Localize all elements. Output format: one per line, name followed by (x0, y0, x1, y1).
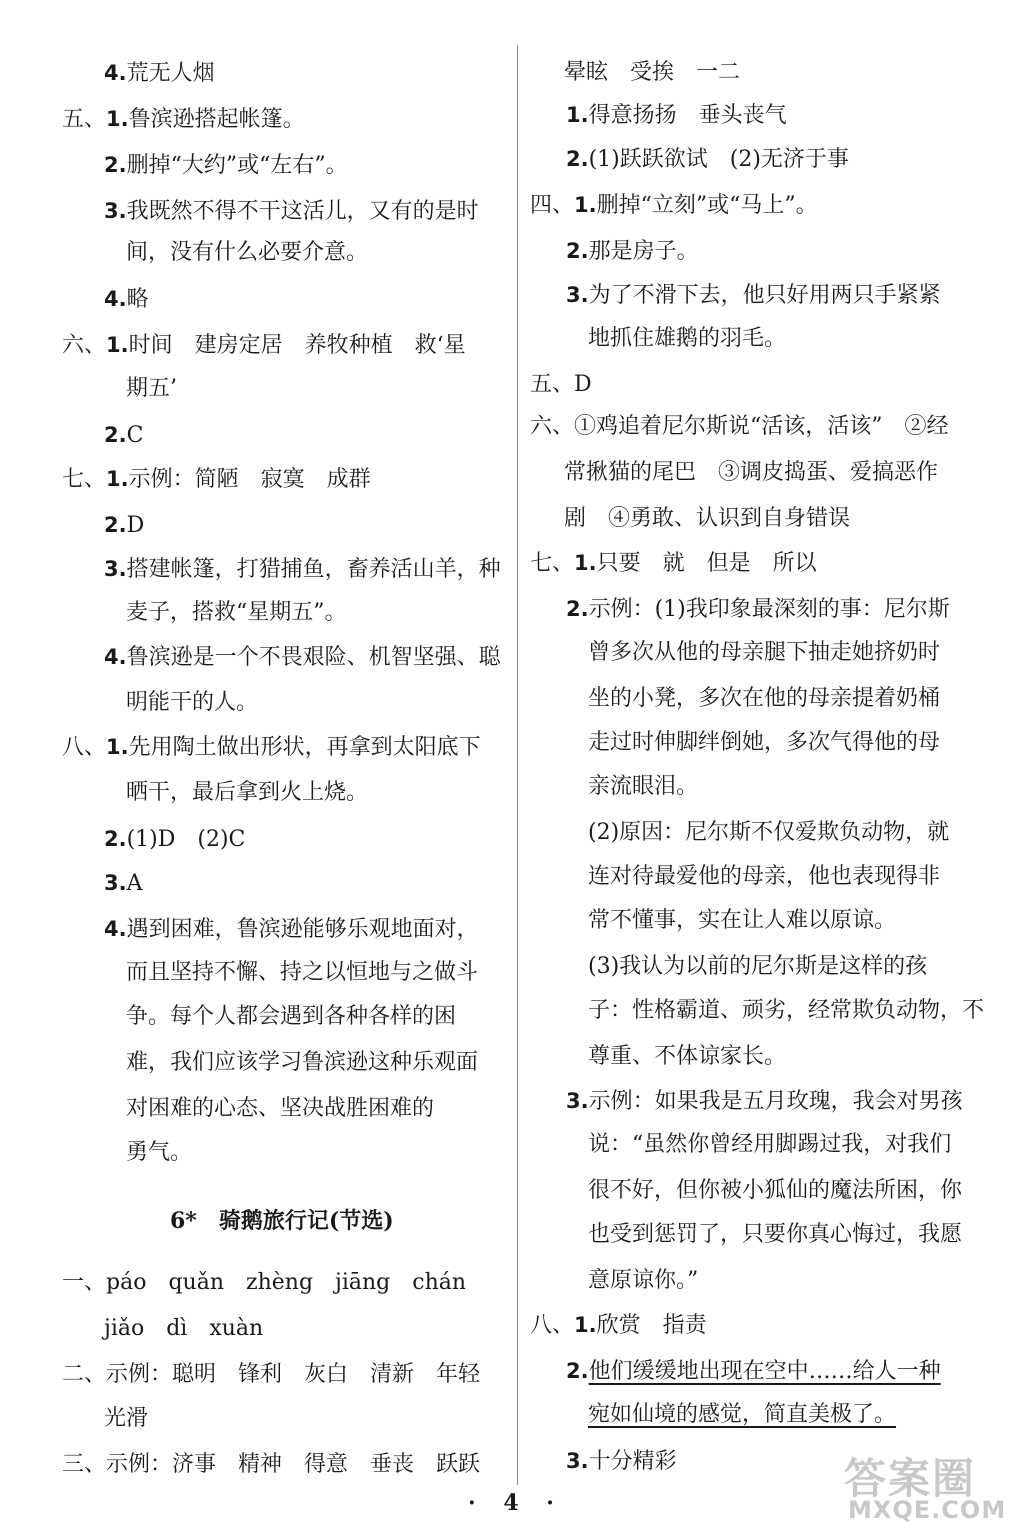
answer-text: 剧 ④勇敢、认识到自身错误 (564, 506, 851, 531)
answer-line (588, 1176, 962, 1206)
section-title (170, 1206, 394, 1236)
answer-text: 那是房子。 (588, 239, 699, 264)
answer-text: 6* 骑鹅旅行记(节选) (170, 1208, 394, 1234)
answer-text: 亲流眼泪。 (588, 774, 699, 799)
answer-text: 很不好，但你被小狐仙的魔法所困，你 (588, 1178, 963, 1203)
answer-line (104, 196, 479, 227)
answer-text: 示例：如果我是五月玫瑰，我会对男孩 (588, 1089, 963, 1114)
answer-line (564, 504, 850, 534)
answer-text: 鲁滨逊是一个不畏艰险、机智坚强、聪 (126, 645, 501, 670)
answer-line (62, 464, 371, 495)
answer-line (588, 684, 940, 714)
answer-line (104, 824, 245, 855)
section-number: 六、 (62, 333, 107, 358)
item-number: 2. (104, 827, 127, 851)
item-number: 4. (104, 61, 127, 85)
answer-line (126, 1002, 456, 1032)
answer-text: 期五’ (126, 376, 177, 401)
answer-text: 示例：(1)我印象最深刻的事：尼尔斯 (588, 597, 950, 622)
item-number: 1. (106, 467, 129, 491)
answer-line (104, 1314, 263, 1344)
answer-text: 遇到困难，鲁滨逊能够乐观地面对， (126, 917, 479, 942)
answer-line (566, 1446, 677, 1477)
section-number: 八、 (62, 735, 107, 760)
answer-text: 为了不滑下去，他只好用两只手紧紧 (588, 283, 941, 308)
answer-text: D (126, 513, 145, 538)
answer-line (530, 190, 818, 221)
column-divider (517, 45, 518, 1485)
answer-line (566, 280, 941, 311)
answer-text: 十分精彩 (588, 1449, 677, 1474)
item-number: 1. (574, 193, 597, 217)
answer-text: C (126, 423, 144, 448)
answer-line (104, 642, 501, 673)
answer-line (126, 1048, 478, 1078)
item-number: 1. (106, 107, 129, 131)
answer-text: 荒无人烟 (126, 61, 215, 86)
answer-text: 曾多次从他的母亲腿下抽走她挤奶时 (588, 640, 941, 665)
answer-line (104, 868, 142, 899)
answer-text: 只要 就 但是 所以 (596, 551, 817, 576)
answer-line (588, 818, 949, 848)
item-number: 1. (574, 551, 597, 575)
answer-text: (1)D (2)C (126, 827, 246, 852)
answer-text: 连对待最爱他的母亲，他也表现得非 (588, 864, 941, 889)
item-number: 2. (566, 597, 589, 621)
answer-line (104, 284, 149, 315)
answer-line (566, 594, 950, 625)
answer-line (62, 1268, 466, 1298)
item-number: 2. (104, 153, 127, 177)
answer-text: jiǎo dì xuàn (104, 1316, 264, 1341)
item-number: 4. (104, 917, 127, 941)
section-number: 五、 (62, 107, 107, 132)
answer-line (62, 104, 305, 135)
item-number: 3. (566, 283, 589, 307)
section-number: 八、 (530, 1313, 575, 1338)
answer-text: 对困难的心态、坚决战胜困难的 (126, 1096, 435, 1121)
item-number: 4. (104, 645, 127, 669)
answer-line (588, 324, 786, 354)
answer-text: 鲁滨逊搭起帐篷。 (128, 107, 305, 132)
item-number: 3. (104, 199, 127, 223)
item-number: 2. (566, 1359, 589, 1383)
answer-line (566, 236, 699, 267)
watermark-cn: 答案圈 (844, 1454, 977, 1503)
item-number: 3. (104, 871, 127, 895)
answer-text: 而且坚持不懈、持之以恒地与之做斗 (126, 960, 479, 985)
item-number: 1. (566, 103, 589, 127)
answer-line (126, 374, 177, 404)
answer-text: 说：“虽然你曾经用脚踢过我，对我们 (588, 1132, 952, 1157)
item-number: 2. (104, 423, 127, 447)
answer-line (588, 772, 698, 802)
answer-text: 略 (126, 287, 149, 312)
answer-text: 得意扬扬 垂头丧气 (588, 103, 787, 128)
answer-text: 走过时伸脚绊倒她，多次气得他的母 (588, 730, 941, 755)
answer-text: (2)原因：尼尔斯不仅爱欺负动物，就 (588, 820, 950, 845)
answer-text: 示例：济事 精神 得意 垂丧 跃跃 (106, 1452, 481, 1477)
answer-text: 删掉“立刻”或“马上”。 (596, 193, 818, 218)
answer-line (564, 58, 740, 88)
answer-text: 尊重、不体谅家长。 (588, 1044, 787, 1069)
section-number: 一、 (62, 1270, 107, 1295)
answer-line (104, 150, 348, 181)
answer-line (588, 996, 984, 1026)
watermark-en: MXQE.COM (848, 1496, 1007, 1524)
answer-text: 欣赏 指责 (596, 1313, 707, 1338)
answer-text: 晒干，最后拿到火上烧。 (126, 780, 369, 805)
answer-line (126, 688, 258, 718)
answer-line (564, 458, 938, 488)
answer-line (62, 1450, 480, 1480)
answer-line (62, 732, 481, 763)
answer-line (126, 238, 368, 268)
item-number: 3. (566, 1089, 589, 1113)
answer-text: (3)我认为以前的尼尔斯是这样的孩 (588, 954, 928, 979)
answer-line (62, 1360, 480, 1390)
section-number: 二、 (62, 1362, 107, 1387)
answer-line (566, 144, 849, 175)
answer-text: 地抓住雄鹅的羽毛。 (588, 326, 787, 351)
answer-line (588, 638, 940, 668)
item-number: 2. (566, 239, 589, 263)
answer-text: 搭建帐篷，打猎捕鱼，畜养活山羊，种 (126, 557, 501, 582)
answer-text: 常不懂事，实在让人难以原谅。 (588, 908, 897, 933)
answer-text: 坐的小凳，多次在他的母亲提着奶桶 (588, 686, 941, 711)
answer-line (62, 330, 466, 361)
item-number: 1. (574, 1313, 597, 1337)
answer-line (588, 1130, 951, 1160)
item-number: 3. (104, 557, 127, 581)
watermark-logo (838, 1446, 1008, 1530)
answer-text: 勇气。 (126, 1140, 193, 1165)
answer-text: 间，没有什么必要介意。 (126, 240, 369, 265)
answer-line (588, 952, 927, 982)
answer-line (588, 862, 940, 892)
answer-text: 先用陶土做出形状，再拿到太阳底下 (128, 735, 481, 760)
section-number: 六、 (530, 414, 575, 439)
answer-line (126, 1138, 192, 1168)
answer-line (566, 100, 787, 131)
answer-text: 常揪猫的尾巴 ③调皮捣蛋、爱搞恶作 (564, 460, 939, 485)
answer-line (104, 554, 501, 585)
answer-line (566, 1356, 941, 1387)
answer-text: 争。每个人都会遇到各种各样的困 (126, 1004, 457, 1029)
answer-text: 时间 建房定居 养牧种植 救‘星 (128, 333, 466, 358)
answer-line (566, 1086, 963, 1117)
answer-text: A (126, 871, 143, 896)
answer-text: 麦子，搭救“星期五”。 (126, 600, 347, 625)
answer-text: 示例：简陋 寂寞 成群 (128, 467, 371, 492)
answer-line (126, 958, 478, 988)
section-number: 七、 (62, 467, 107, 492)
answer-text: ①鸡追着尼尔斯说“活该，活该” ②经 (574, 414, 949, 439)
section-number: 七、 (530, 551, 575, 576)
answer-text: 晕眩 受挨 一二 (564, 60, 741, 85)
answer-text: 宛如仙境的感觉，简直美极了。 (588, 1402, 897, 1427)
answer-text: 我既然不得不干这活儿，又有的是时 (126, 199, 479, 224)
answer-text: (1)跃跃欲试 (2)无济于事 (588, 147, 849, 172)
answer-text: 难，我们应该学习鲁滨逊这种乐观面 (126, 1050, 479, 1075)
answer-line (104, 914, 479, 945)
item-number: 2. (566, 147, 589, 171)
answer-line (530, 1310, 707, 1341)
answer-line (588, 1220, 962, 1250)
answer-line (104, 510, 144, 541)
answer-text: 他们缓缓地出现在空中……给人一种 (588, 1359, 941, 1384)
answer-text: 删掉“大约”或“左右”。 (126, 153, 348, 178)
answer-line (588, 728, 940, 758)
answer-text: 示例：聪明 锋利 灰白 清新 年轻 (106, 1362, 481, 1387)
answer-line (530, 548, 817, 579)
answer-line (588, 1042, 786, 1072)
item-number: 1. (106, 735, 129, 759)
answer-text: páo quǎn zhèng jiāng chán (106, 1270, 467, 1295)
answer-text: 光滑 (104, 1406, 149, 1431)
section-number: 五、 (530, 372, 575, 397)
answer-text: 意原谅你。” (588, 1268, 699, 1293)
answer-line (126, 1094, 434, 1124)
answer-line (530, 370, 592, 400)
section-number: 三、 (62, 1452, 107, 1477)
answer-text: 也受到惩罚了，只要你真心悔过，我愿 (588, 1222, 963, 1247)
answer-line (530, 412, 949, 442)
page-number: · 4 · (468, 1490, 564, 1516)
answer-line (104, 420, 143, 451)
answer-line (104, 1404, 148, 1434)
answer-text: 明能干的人。 (126, 690, 259, 715)
item-number: 3. (566, 1449, 589, 1473)
answer-line (126, 778, 368, 808)
answer-line (588, 906, 896, 936)
section-number: 四、 (530, 193, 575, 218)
item-number: 1. (106, 333, 129, 357)
answer-line (126, 598, 347, 628)
item-number: 2. (104, 513, 127, 537)
answer-text: D (574, 372, 592, 397)
answer-line (588, 1400, 896, 1430)
answer-line (104, 58, 215, 89)
answer-text: 子：性格霸道、顽劣，经常欺负动物，不 (588, 998, 985, 1023)
item-number: 4. (104, 287, 127, 311)
answer-line (588, 1266, 698, 1296)
